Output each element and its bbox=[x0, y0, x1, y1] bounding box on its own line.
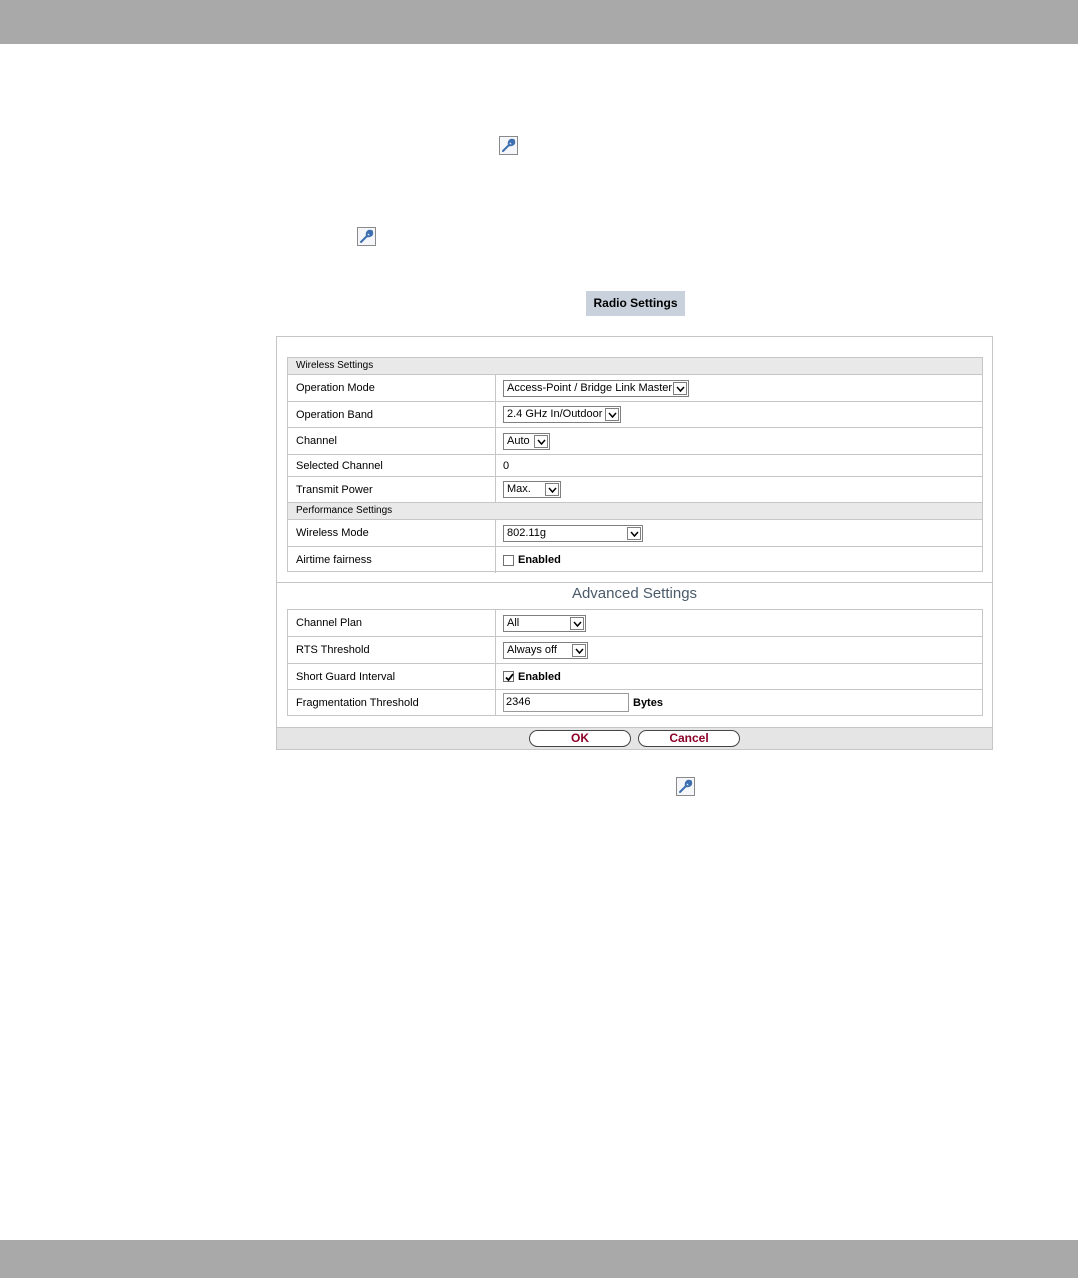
wireless-settings-table bbox=[287, 357, 983, 572]
selected-channel-value: 0 bbox=[503, 459, 510, 472]
chevron-down-icon[interactable] bbox=[570, 617, 584, 630]
select-value: All bbox=[507, 616, 520, 629]
select-value: 802.11g bbox=[507, 526, 546, 539]
button-bar bbox=[277, 727, 992, 749]
operation-band-label: Operation Band bbox=[288, 402, 496, 427]
table-row bbox=[288, 455, 982, 477]
select-value: Always off bbox=[507, 643, 557, 656]
wrench-icon[interactable] bbox=[676, 777, 695, 796]
bottom-bar bbox=[0, 1240, 1078, 1278]
advanced-settings-title: Advanced Settings bbox=[571, 585, 698, 602]
radio-settings-panel bbox=[276, 336, 993, 750]
rts-threshold-select[interactable] bbox=[503, 642, 588, 659]
table-row bbox=[288, 690, 982, 715]
cancel-button[interactable]: Cancel bbox=[638, 730, 740, 747]
checkbox-label: Enabled bbox=[518, 554, 561, 566]
channel-plan-select[interactable] bbox=[503, 615, 586, 632]
checkbox-label: Enabled bbox=[518, 670, 561, 683]
checkmark-icon bbox=[504, 672, 515, 683]
table-row bbox=[288, 477, 982, 503]
section-header: Performance Settings bbox=[288, 503, 982, 520]
table-row bbox=[288, 428, 982, 455]
wireless-mode-select[interactable] bbox=[503, 525, 643, 542]
table-row bbox=[288, 664, 982, 690]
ok-button[interactable]: OK bbox=[529, 730, 631, 747]
short-guard-interval-checkbox[interactable] bbox=[503, 671, 514, 682]
section-header: Wireless Settings bbox=[288, 358, 982, 375]
table-row bbox=[288, 610, 982, 637]
select-value: Access-Point / Bridge Link Master bbox=[507, 381, 673, 394]
wrench-icon[interactable] bbox=[357, 227, 376, 246]
transmit-power-select[interactable] bbox=[503, 481, 561, 498]
table-row bbox=[288, 547, 982, 573]
select-value: Max. bbox=[507, 483, 531, 495]
chevron-down-icon[interactable] bbox=[605, 408, 619, 421]
chevron-down-icon[interactable] bbox=[673, 382, 687, 395]
table-row bbox=[288, 402, 982, 428]
unit-label: Bytes bbox=[633, 696, 663, 709]
channel-select[interactable] bbox=[503, 433, 550, 450]
fragmentation-threshold-input[interactable] bbox=[503, 693, 629, 712]
rts-threshold-label: RTS Threshold bbox=[288, 637, 496, 663]
fragmentation-threshold-label: Fragmentation Threshold bbox=[288, 690, 496, 715]
chevron-down-icon[interactable] bbox=[572, 644, 586, 657]
advanced-settings-table bbox=[287, 609, 983, 716]
chevron-down-icon[interactable] bbox=[545, 483, 559, 496]
divider bbox=[277, 582, 992, 583]
wrench-icon[interactable] bbox=[499, 136, 518, 155]
select-value: Auto bbox=[507, 434, 530, 447]
tab-radio-settings[interactable]: Radio Settings bbox=[586, 291, 685, 316]
table-row bbox=[288, 520, 982, 547]
airtime-fairness-label: Airtime fairness bbox=[288, 547, 496, 573]
select-value: 2.4 GHz In/Outdoor bbox=[507, 408, 603, 420]
airtime-fairness-checkbox[interactable] bbox=[503, 555, 514, 566]
wireless-mode-label: Wireless Mode bbox=[288, 520, 496, 546]
selected-channel-label: Selected Channel bbox=[288, 455, 496, 476]
channel-plan-label: Channel Plan bbox=[288, 610, 496, 636]
short-guard-interval-label: Short Guard Interval bbox=[288, 664, 496, 689]
operation-band-select[interactable] bbox=[503, 406, 621, 423]
top-bar bbox=[0, 0, 1078, 44]
operation-mode-label: Operation Mode bbox=[288, 375, 496, 401]
table-row bbox=[288, 375, 982, 402]
chevron-down-icon[interactable] bbox=[534, 435, 548, 448]
channel-label: Channel bbox=[288, 428, 496, 454]
transmit-power-label: Transmit Power bbox=[288, 477, 496, 502]
operation-mode-select[interactable] bbox=[503, 380, 689, 397]
table-row bbox=[288, 637, 982, 664]
chevron-down-icon[interactable] bbox=[627, 527, 641, 540]
